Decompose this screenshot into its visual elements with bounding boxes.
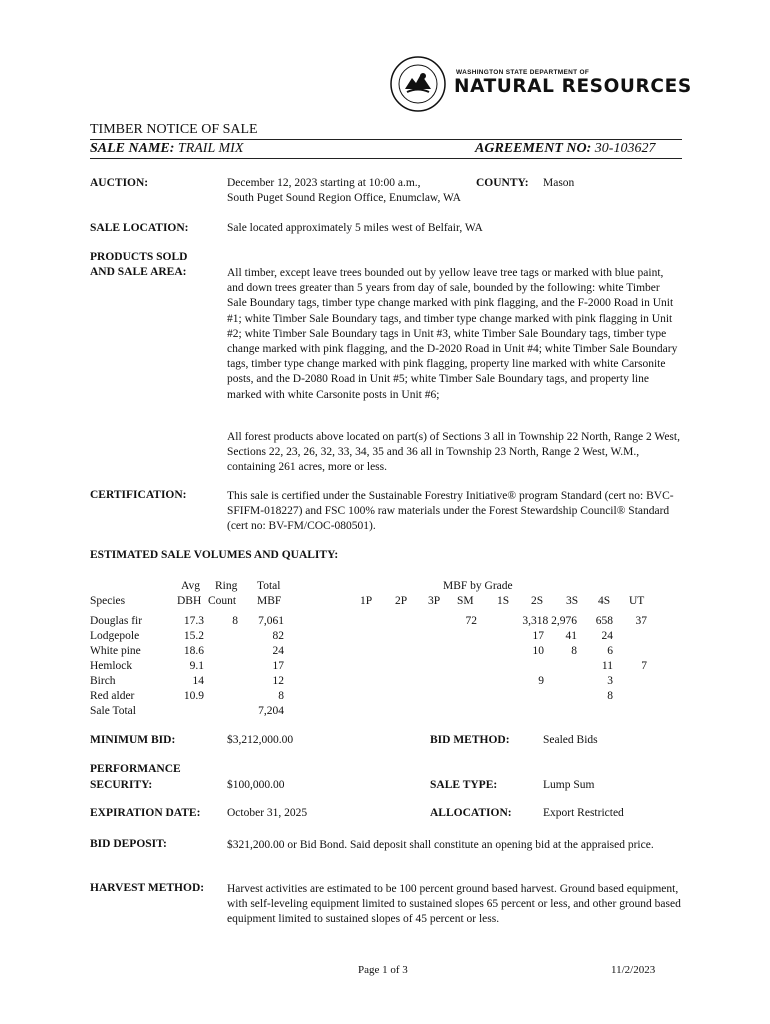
row-3s: 41 xyxy=(565,630,577,642)
row-species: Hemlock xyxy=(90,660,133,672)
performance-label-line2: SECURITY: xyxy=(90,779,153,791)
sale-name-line xyxy=(90,141,243,157)
row-total: 8 xyxy=(278,690,284,702)
row-species: White pine xyxy=(90,645,141,657)
county-label: COUNTY: xyxy=(476,177,529,189)
performance-label-line1: PERFORMANCE xyxy=(90,763,181,775)
auction-location: South Puget Sound Region Office, Enumclaw, WA xyxy=(227,192,461,204)
certification-value: This sale is certified under the Sustainable Forestry Initiative® program Standard (cert no: BVC-SFIFM-018227) and FSC 100% raw materials under the Forest Stewardship Council® Standard (cert no: BV-FM/COC-080501). xyxy=(227,490,674,533)
allocation-value: Export Restricted xyxy=(543,807,624,819)
certification-label: CERTIFICATION: xyxy=(90,489,187,501)
agreement-value: 30-103627 xyxy=(594,141,656,156)
hdr-3p: 3P xyxy=(428,595,441,607)
hdr-1s: 1S xyxy=(497,595,510,607)
bid-method-value: Sealed Bids xyxy=(543,734,598,746)
hdr-count: Count xyxy=(208,595,237,607)
hdr-mbf: MBF xyxy=(257,595,282,607)
row-4s: 3 xyxy=(607,675,613,687)
row-dbh: 17.3 xyxy=(183,615,204,627)
row-4s: 24 xyxy=(601,630,613,642)
row-total: 7,061 xyxy=(258,615,284,627)
county-value: Mason xyxy=(543,177,575,189)
logo-agency-name: NATURAL RESOURCES xyxy=(454,76,692,97)
sale-type-value: Lump Sum xyxy=(543,779,595,791)
sale-total-value: 7,204 xyxy=(258,705,284,717)
hdr-mbf-by-grade: MBF by Grade xyxy=(443,580,513,592)
row-total: 24 xyxy=(272,645,284,657)
bid-method-label: BID METHOD: xyxy=(430,734,510,746)
row-2s: 9 xyxy=(538,675,544,687)
products-label-line1: PRODUCTS SOLD xyxy=(90,251,188,263)
expiration-label: EXPIRATION DATE: xyxy=(90,807,201,819)
products-paragraph-2: All forest products above located on part(s) of Sections 3 all in Township 22 North, Range 2 West, Sections 22, 23, 26, 32, 33, 34, 35 and 36 all in Township 23 North, Range 2 West, W.M., containing 261 acres, more or less. xyxy=(227,431,680,474)
harvest-method-label: HARVEST METHOD: xyxy=(90,882,205,894)
row-3s: 8 xyxy=(571,645,577,657)
row-total: 82 xyxy=(272,630,284,642)
auction-date: December 12, 2023 starting at 10:00 a.m., xyxy=(227,177,421,189)
header-rule xyxy=(90,158,682,159)
row-species: Lodgepole xyxy=(90,630,140,642)
page-number: Page 1 of 3 xyxy=(358,964,408,976)
hdr-ring: Ring xyxy=(215,580,238,592)
sale-location-value: Sale located approximately 5 miles west of Belfair, WA xyxy=(227,222,483,234)
row-dbh: 14 xyxy=(192,675,204,687)
row-1s-2s: 3,318 2,976 xyxy=(522,615,577,627)
auction-label: AUCTION: xyxy=(90,177,149,189)
row-total: 12 xyxy=(272,675,284,687)
allocation-label: ALLOCATION: xyxy=(430,807,512,819)
row-dbh: 15.2 xyxy=(183,630,204,642)
sale-location-label: SALE LOCATION: xyxy=(90,222,189,234)
row-species: Red alder xyxy=(90,690,135,702)
row-dbh: 9.1 xyxy=(189,660,204,672)
row-sm: 72 xyxy=(465,615,477,627)
harvest-method-value: Harvest activities are estimated to be 100 percent ground based harvest. Ground based equipment, with self-leveling equipment limited to sustained slopes 65 percent or less, and other ground based equipment limited to sustained slopes of 45 percent or less. xyxy=(227,883,681,926)
min-bid-label: MINIMUM BID: xyxy=(90,734,176,746)
agreement-label: AGREEMENT NO: xyxy=(475,141,592,156)
volumes-heading: ESTIMATED SALE VOLUMES AND QUALITY: xyxy=(90,549,339,561)
hdr-sm: SM xyxy=(457,595,474,607)
sale-name-label: SALE NAME: xyxy=(90,141,175,156)
min-bid-value: $3,212,000.00 xyxy=(227,734,294,746)
row-4s: 6 xyxy=(607,645,613,657)
hdr-species: Species xyxy=(90,595,126,607)
hdr-1p: 1P xyxy=(360,595,373,607)
bid-deposit-value: $321,200.00 or Bid Bond. Said deposit shall constitute an opening bid at the appraised price. xyxy=(227,839,654,851)
sale-name-value: TRAIL MIX xyxy=(177,141,244,156)
sale-type-label: SALE TYPE: xyxy=(430,779,498,791)
hdr-2p: 2P xyxy=(395,595,408,607)
row-2s: 17 xyxy=(532,630,544,642)
row-species: Douglas fir xyxy=(90,615,143,627)
performance-value: $100,000.00 xyxy=(227,779,285,791)
notice-title: TIMBER NOTICE OF SALE xyxy=(90,122,258,137)
sale-total-label: Sale Total xyxy=(90,705,136,717)
row-dbh: 18.6 xyxy=(183,645,204,657)
row-total: 17 xyxy=(272,660,284,672)
row-ring: 8 xyxy=(232,615,238,627)
dnr-seal-logo xyxy=(390,56,446,112)
hdr-ut: UT xyxy=(629,595,645,607)
hdr-total: Total xyxy=(257,580,281,592)
row-ut: 7 xyxy=(641,660,647,672)
agreement-line xyxy=(475,141,655,157)
hdr-4s: 4S xyxy=(598,595,611,607)
products-label-line2: AND SALE AREA: xyxy=(90,266,187,278)
row-4s: 658 xyxy=(595,615,613,627)
row-dbh: 10.9 xyxy=(183,690,204,702)
title-rule xyxy=(90,139,682,140)
row-4s: 11 xyxy=(601,660,613,672)
row-ut: 37 xyxy=(635,615,647,627)
hdr-dbh: DBH xyxy=(177,595,202,607)
expiration-value: October 31, 2025 xyxy=(227,807,308,819)
footer-date: 11/2/2023 xyxy=(611,964,656,976)
row-species: Birch xyxy=(90,675,116,687)
hdr-avg: Avg xyxy=(181,580,200,592)
hdr-2s: 2S xyxy=(531,595,544,607)
products-paragraph-1: All timber, except leave trees bounded out by yellow leave tree tags or marked with blue paint, and down trees greater than 5 years from day of sale, bounded by the following: white Timber Sale Boundary tags, timber type change marked with pink flagging, and the F-2000 Road in Unit #1; white Timber Sale Boundary tags, and timber type change marked with pink flagging in Unit #2; white Timber Sale Boundary tags in Unit #3, white Timber Sale Boundary tags, timber type change marked with pink flagging, and the D-2020 Road in Unit #4; white Timber Sale Boundary tags, timber type change marked with pink flagging, property line marked with white Carsonite posts, and the D-2080 Road in Unit #5; white Timber Sale Boundary tags, and property line marked with white Carsonite posts in Unit #6; xyxy=(227,267,678,401)
bid-deposit-label: BID DEPOSIT: xyxy=(90,838,167,850)
hdr-3s: 3S xyxy=(566,595,579,607)
row-4s: 8 xyxy=(607,690,613,702)
row-2s: 10 xyxy=(532,645,544,657)
logo-department-line: WASHINGTON STATE DEPARTMENT OF xyxy=(456,69,590,76)
